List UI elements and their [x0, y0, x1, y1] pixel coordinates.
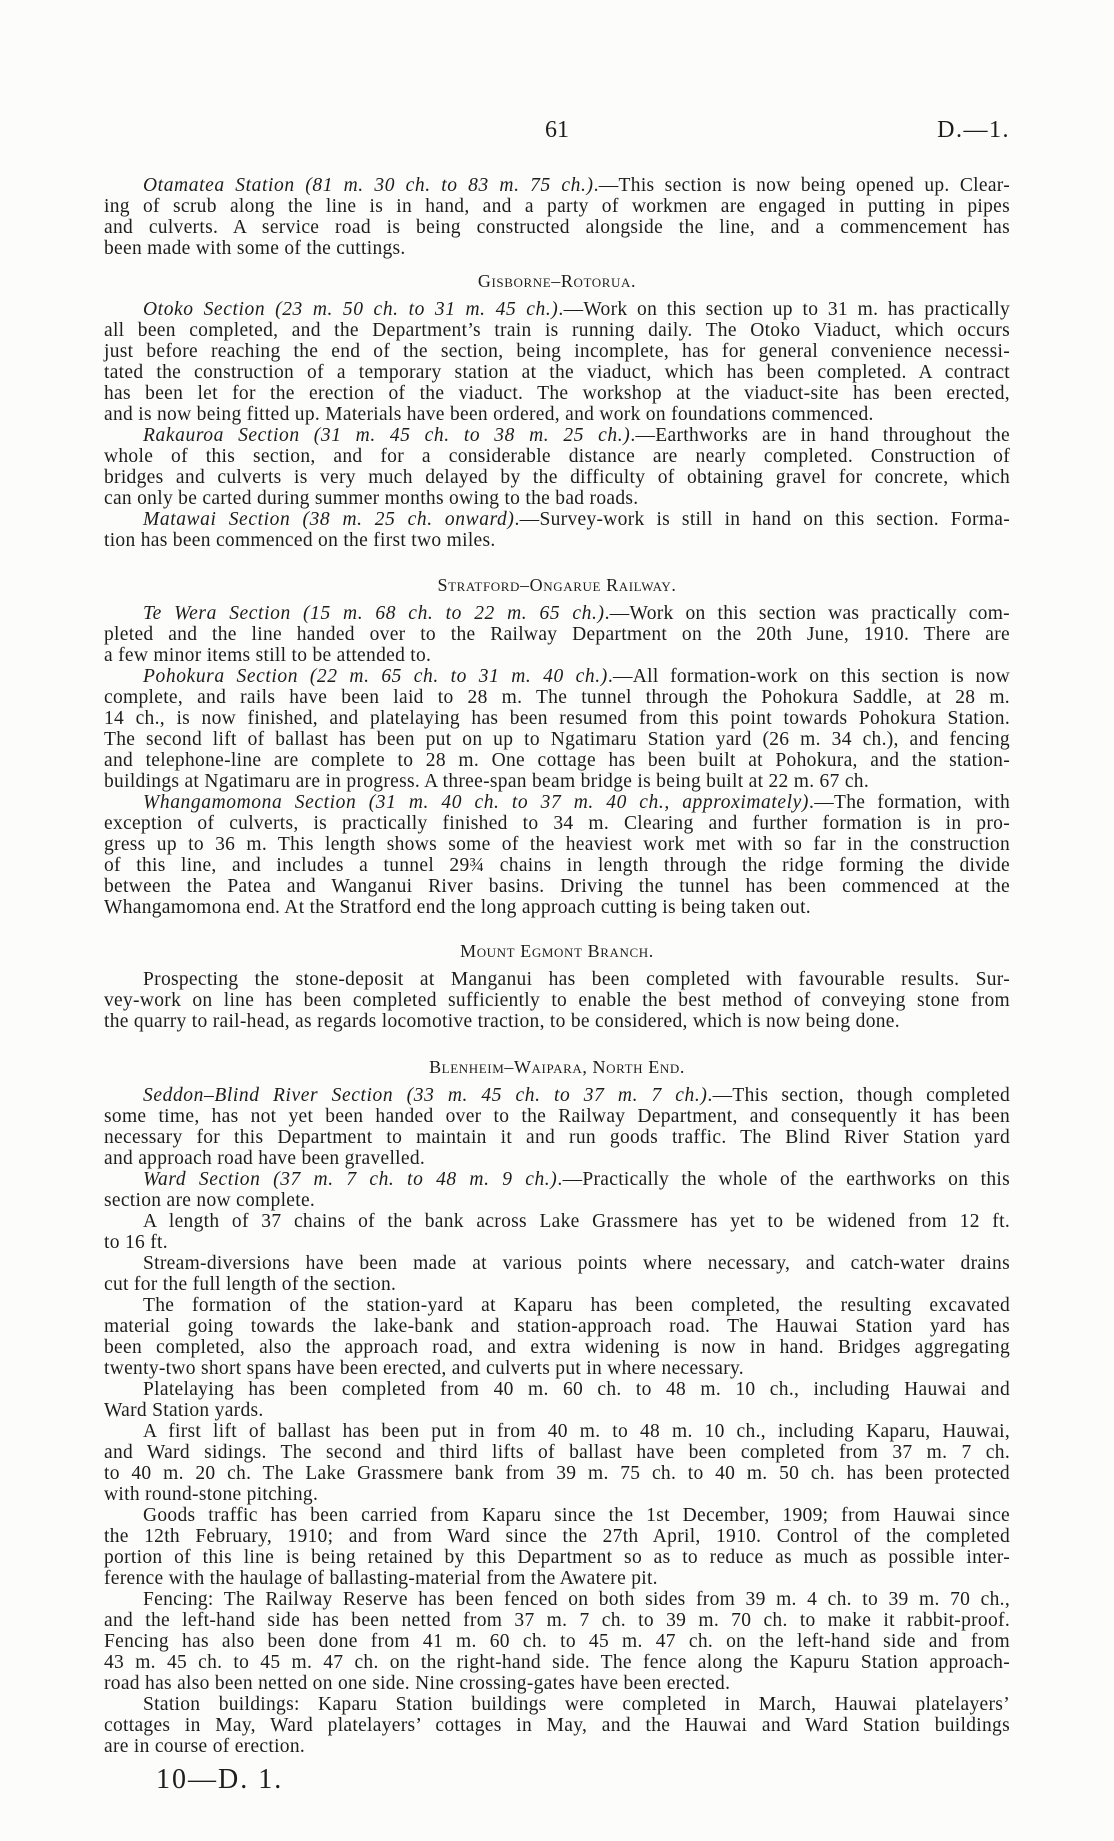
text-line: 43 m. 45 ch. to 45 m. 47 ch. on the right-hand side. The fence along the Kapuru Station approach- [104, 1652, 1010, 1673]
paragraph [104, 1295, 1010, 1379]
text-line: of this line, and includes a tunnel 29¾ chains in length through the ridge forming the divide [104, 855, 1010, 876]
text-line: been made with some of the cuttings. [104, 238, 406, 259]
text-line: cottages in May, Ward platelayers’ cottages in May, and the Hauwai and Ward Station buildings [104, 1715, 1010, 1736]
text-line [104, 425, 1010, 446]
paragraph [104, 666, 1010, 792]
section-mount-egmont-branch [104, 941, 1010, 1032]
text-line: can only be carted during summer months owing to the bad roads. [104, 488, 639, 509]
section-lead: Matawai Section (38 m. 25 ch. onward) [143, 509, 515, 530]
text-line [104, 299, 1010, 320]
text-run: .—Work on this section up to 31 m. has practically [558, 299, 1010, 320]
text-line: Prospecting the stone-deposit at Manganui has been completed with favourable results. Sur- [143, 969, 1010, 990]
text-line [104, 1169, 1010, 1190]
text-line: Fencing has also been done from 41 m. 60 ch. to 45 m. 47 ch. on the left-hand side and from [104, 1631, 1010, 1652]
section-lead: Pohokura Section (22 m. 65 ch. to 31 m. 40 ch.) [143, 666, 608, 687]
text-line: bridges and culverts is very much delayed by the difficulty of obtaining gravel for concrete, which [104, 467, 1010, 488]
text-line: A length of 37 chains of the bank across Lake Grassmere has yet to be widened from 12 ft. [143, 1211, 1010, 1232]
text-line: tion has been commenced on the first two miles. [104, 530, 496, 551]
text-run: .—Practically the whole of the earthworks on this [557, 1169, 1011, 1190]
text-line [104, 603, 1010, 624]
paragraph [104, 509, 1010, 551]
section-heading: Stratford–Ongarue Railway. [437, 575, 677, 595]
section-gisborne-rotorua [104, 271, 1010, 551]
section-lead: Whangamomona Section (31 m. 40 ch. to 37 m. 40 ch., approximately) [143, 792, 810, 813]
text-line [104, 175, 1010, 196]
section-stratford-ongarue-railway [104, 575, 1010, 918]
text-line: and Ward sidings. The second and third lifts of ballast have been completed from 37 m. 7 ch. [104, 1442, 1010, 1463]
text-line: to 16 ft. [104, 1232, 168, 1253]
text-line: and telephone-line are complete to 28 m. One cottage has been built at Pohokura, and the station- [104, 750, 1010, 771]
section-lead: Te Wera Section (15 m. 68 ch. to 22 m. 65 ch.) [143, 603, 605, 624]
paragraph [104, 1085, 1010, 1169]
text-line: Ward Station yards. [104, 1400, 264, 1421]
text-line: 14 ch., is now finished, and platelaying has been resumed from this point towards Pohokura Station. [104, 708, 1010, 729]
text-line: gress up to 36 m. This length shows some of the heaviest work met with so far in the construction [104, 834, 1010, 855]
text-run: .—This section is now being opened up. Clear- [593, 175, 1010, 196]
text-line [104, 792, 1010, 813]
text-line: twenty-two short spans have been erected, and culverts put in where necessary. [104, 1358, 744, 1379]
section-lead: Seddon–Blind River Section (33 m. 45 ch. to 37 m. 7 ch.) [143, 1085, 708, 1106]
text-line: ing of scrub along the line is in hand, and a party of workmen are engaged in putting in pipes [104, 196, 1010, 217]
section-blenheim-waipara-north-end [104, 1057, 1010, 1757]
text-line: and culverts. A service road is being constructed alongside the line, and a commencement has [104, 217, 1010, 238]
text-line: material going towards the lake-bank and station-approach road. The Hauwai Station yard has [104, 1316, 1010, 1337]
text-line: Stream-diversions have been made at various points where necessary, and catch-water drains [143, 1253, 1010, 1274]
text-line: some time, has not yet been handed over to the Railway Department, and consequently it has been [104, 1106, 1010, 1127]
text-line: and is now being fitted up. Materials have been ordered, and work on foundations commenced. [104, 404, 874, 425]
paragraph [104, 1694, 1010, 1757]
text-line: and approach road have been gravelled. [104, 1148, 426, 1169]
page-number: 61 [545, 117, 569, 143]
text-line: Platelaying has been completed from 40 m. 60 ch. to 48 m. 10 ch., including Hauwai and [143, 1379, 1010, 1400]
section-lead: Ward Section (37 m. 7 ch. to 48 m. 9 ch.) [143, 1169, 558, 1190]
text-line: just before reaching the end of the section, being incomplete, has for general convenience necessi- [104, 341, 1010, 362]
text-line: a few minor items still to be attended to. [104, 645, 432, 666]
text-run: .—Survey-work is still in hand on this section. Forma- [514, 509, 1010, 530]
text-line: portion of this line is being retained by this Department so as to reduce as much as possible inter- [104, 1547, 1010, 1568]
paragraph [104, 1505, 1010, 1589]
text-line [104, 509, 1010, 530]
paragraph [104, 969, 1010, 1032]
text-line: the quarry to rail-head, as regards locomotive traction, to be considered, which is now being done. [104, 1011, 900, 1032]
section-heading: Mount Egmont Branch. [460, 941, 654, 961]
section-heading: Blenheim–Waipara, North End. [429, 1057, 685, 1077]
paragraph [104, 1211, 1010, 1253]
text-line: buildings at Ngatimaru are in progress. A three-span beam bridge is being built at 22 m. 67 ch. [104, 771, 870, 792]
paragraph [104, 1169, 1010, 1211]
section-otamatea [104, 175, 1010, 259]
text-line: section are now complete. [104, 1190, 316, 1211]
text-line: Whangamomona end. At the Stratford end the long approach cutting is being taken out. [104, 897, 811, 918]
text-line: Station buildings: Kaparu Station buildings were completed in March, Hauwai platelayers’ [143, 1694, 1010, 1715]
text-run: .—Work on this section was practically com- [604, 603, 1010, 624]
document-code: D.—1. [937, 117, 1010, 143]
paragraph [104, 603, 1010, 666]
text-run: .—The formation, with [809, 792, 1010, 813]
section-heading: Gisborne–Rotorua. [477, 271, 637, 291]
signature-mark: 10—D. 1. [156, 1764, 284, 1795]
text-line: cut for the full length of the section. [104, 1274, 397, 1295]
text-run: .—Earthworks are in hand throughout the [630, 425, 1011, 446]
text-line: whole of this section, and for a considerable distance are nearly completed. Construction of [104, 446, 1010, 467]
paragraph [104, 425, 1010, 509]
paragraph [104, 1253, 1010, 1295]
text-line: road has also been netted on one side. Nine crossing-gates have been erected. [104, 1673, 731, 1694]
text-run: .—This section, though completed [707, 1085, 1010, 1106]
text-line: and the left-hand side has been netted from 37 m. 7 ch. to 39 m. 70 ch. to make it rabbit-proof. [104, 1610, 1010, 1631]
text-line: ference with the haulage of ballasting-material from the Awatere pit. [104, 1568, 658, 1589]
paragraph [104, 175, 1010, 259]
section-lead: Otoko Section (23 m. 50 ch. to 31 m. 45 ch.) [143, 299, 559, 320]
text-line: between the Patea and Wanganui River basins. Driving the tunnel has been commenced at the [104, 876, 1010, 897]
paragraph [104, 792, 1010, 918]
page-header [104, 115, 1010, 145]
text-line: necessary for this Department to maintain it and run goods traffic. The Blind River Station yard [104, 1127, 1010, 1148]
text-line: complete, and rails have been laid to 28 m. The tunnel through the Pohokura Saddle, at 28 m. [104, 687, 1010, 708]
text-run: .—All formation-work on this section is now [607, 666, 1010, 687]
text-line: exception of culverts, is practically finished to 34 m. Clearing and further formation is in pro- [104, 813, 1010, 834]
paragraph [104, 1589, 1010, 1694]
text-line: The second lift of ballast has been put on up to Ngatimaru Station yard (26 m. 34 ch.), and fencing [104, 729, 1010, 750]
text-line: has been let for the erection of the viaduct. The workshop at the viaduct-site has been erected, [104, 383, 1010, 404]
text-line: Fencing: The Railway Reserve has been fenced on both sides from 39 m. 4 ch. to 39 m. 70 ch., [143, 1589, 1010, 1610]
text-line: tated the construction of a temporary station at the viaduct, which has been completed. A contract [104, 362, 1010, 383]
paragraph [104, 1379, 1010, 1421]
paragraph [104, 1421, 1010, 1505]
text-line: vey-work on line has been completed sufficiently to enable the best method of conveying stone from [104, 990, 1010, 1011]
section-lead: Rakauroa Section (31 m. 45 ch. to 38 m. 25 ch.) [143, 425, 631, 446]
text-line [104, 666, 1010, 687]
text-line: The formation of the station-yard at Kaparu has been completed, the resulting excavated [143, 1295, 1010, 1316]
text-line: are in course of erection. [104, 1736, 306, 1757]
paragraph [104, 299, 1010, 425]
text-line: been completed, also the approach road, and extra widening is now in hand. Bridges aggregating [104, 1337, 1010, 1358]
text-line: pleted and the line handed over to the Railway Department on the 20th June, 1910. There are [104, 624, 1010, 645]
text-line: to 40 m. 20 ch. The Lake Grassmere bank from 39 m. 75 ch. to 40 m. 50 ch. has been protected [104, 1463, 1010, 1484]
text-line: the 12th February, 1910; and from Ward since the 27th April, 1910. Control of the completed [104, 1526, 1010, 1547]
text-line: all been completed, and the Department’s train is running daily. The Otoko Viaduct, which occurs [104, 320, 1010, 341]
text-line: A first lift of ballast has been put in from 40 m. to 48 m. 10 ch., including Kaparu, Hauwai, [143, 1421, 1010, 1442]
section-lead: Otamatea Station (81 m. 30 ch. to 83 m. 75 ch.) [143, 175, 594, 196]
text-line: with round-stone pitching. [104, 1484, 319, 1505]
text-line [104, 1085, 1010, 1106]
text-line: Goods traffic has been carried from Kaparu since the 1st December, 1909; from Hauwai since [143, 1505, 1010, 1526]
